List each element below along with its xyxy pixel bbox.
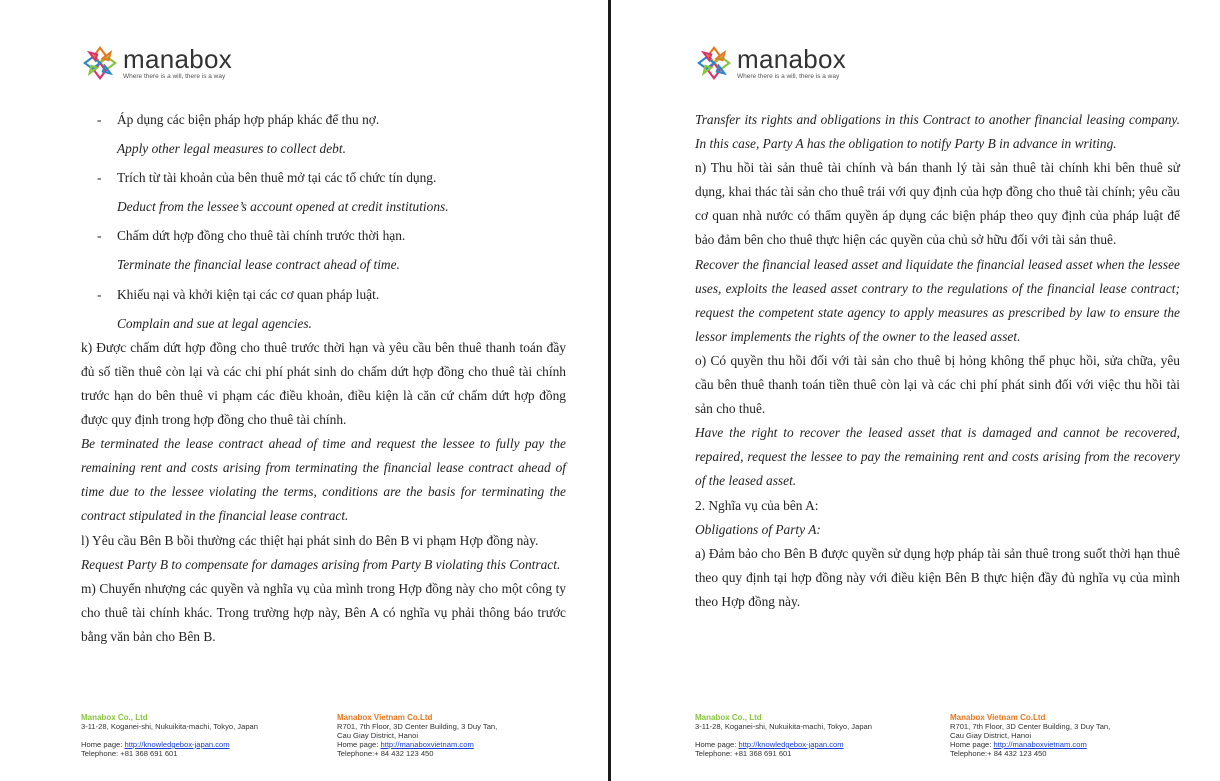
footer-vietnam-office [337, 713, 557, 758]
footer-address: 3-11-28, Koganei-shi, Nukuikita-machi, Tokyo, Japan [81, 722, 258, 731]
right-page-body [695, 108, 1180, 614]
footer-company-name: Manabox Co., Ltd [81, 713, 148, 722]
footer-phone: Telephone:+ 84 432 123 450 [950, 749, 1047, 758]
document-page-right [611, 0, 1220, 781]
footer-homepage [695, 740, 915, 749]
bullet-text-en: Terminate the financial lease contract ahead of time. [117, 257, 400, 273]
manabox-logo [695, 44, 846, 82]
footer-address-line1: R701, 7th Floor, 3D Center Building, 3 Duy Tan, [950, 722, 1111, 731]
clause-l-vi: l) Yêu cầu Bên B bồi thường các thiệt hại phát sinh do Bên B vi phạm Hợp đồng này. [81, 532, 539, 548]
footer-japan-office [695, 713, 915, 758]
section-2-heading-en: Obligations of Party A: [695, 521, 821, 537]
footer-homepage-label: Home page: [337, 740, 381, 749]
bullet-text-vi: Chấm dứt hợp đồng cho thuê tài chính trước thời hạn. [117, 228, 406, 244]
bullet-dash: - [97, 170, 102, 186]
bullet-text-en: Apply other legal measures to collect debt. [117, 141, 346, 157]
clause-o-en: Have the right to recover the leased asset that is damaged and cannot be recovered, repaired, request the lessee to pay the remaining rent and costs arising from the recovery of the leased asset. [695, 425, 1180, 489]
clause-n-vi: n) Thu hồi tài sản thuê tài chính và bán thanh lý tài sản thuê tài chính khi bên thuê sử dụng, khai thác tài sản cho thuê trái với quy định của hợp đồng cho thuê tài chính; yêu cầu cơ quan nhà nước có thẩm quyền áp dụng các biện pháp theo quy định của pháp luật để bảo đảm bên cho thuê thực hiện các quyền của chủ sở hữu đối với tài sản thuê. [695, 160, 1180, 248]
footer-homepage-label: Home page: [81, 740, 125, 749]
footer-company-name: Manabox Co., Ltd [695, 713, 762, 722]
bullet-text-vi: Trích từ tài khoản của bên thuê mở tại các tổ chức tín dụng. [117, 170, 437, 186]
footer-homepage [81, 740, 301, 749]
footer-company-name: Manabox Vietnam Co.Ltd [950, 713, 1046, 722]
footer-homepage-label: Home page: [695, 740, 739, 749]
bullet-dash: - [97, 112, 102, 127]
footer-address: 3-11-28, Koganei-shi, Nukuikita-machi, Tokyo, Japan [695, 722, 872, 731]
footer-phone: Telephone: +81 368 691 601 [81, 749, 178, 758]
clause-n-en: Recover the financial leased asset and liquidate the financial leased asset when the lessee uses, exploits the leased asset contrary to the regulations of the financial lease contract; request the competent state agency to apply measures as prescribed by law to ensure the lessor implements the rights of the owner to the leased asset. [695, 256, 1180, 344]
logo-tagline: Where there is a will, there is a way [737, 73, 840, 80]
manabox-logo-icon [695, 44, 733, 82]
clause-m-vi: m) Chuyển nhượng các quyền và nghĩa vụ của mình trong Hợp đồng này cho một công ty cho thuê tài chính khác. Trong trường hợp này, Bên A có nghĩa vụ phải thông báo trước bằng văn bản cho Bên B. [81, 580, 566, 644]
footer-homepage-link[interactable]: http://knowledgebox-japan.com [124, 740, 230, 749]
footer-homepage [337, 740, 557, 749]
bullet-text-vi: Áp dụng các biện pháp hợp pháp khác để thu nợ. [117, 112, 380, 127]
footer-address-line1: R701, 7th Floor, 3D Center Building, 3 Duy Tan, [337, 722, 498, 731]
clause-k-vi: k) Được chấm dứt hợp đồng cho thuê trước thời hạn và yêu cầu bên thuê thanh toán đầy đủ số tiền thuê còn lại và các chi phí phát sinh do chấm dứt hợp đồng cho thuê tài chính trước hạn do bên thuê vi phạm các điều khoản, điều kiện là căn cứ chấm dứt hợp đồng được quy định trong hợp đồng cho thuê tài chính. [81, 339, 566, 428]
bullet-item [81, 283, 566, 307]
footer-address-line2: Cau Giay District, Hanoi [337, 731, 419, 740]
clause-l-en: Request Party B to compensate for damages arising from Party B violating this Contract. [81, 556, 561, 572]
clause-m-en: Transfer its rights and obligations in this Contract to another financial leasing company. In this case, Party A has the obligation to notify Party B in advance in writing. [695, 112, 1180, 152]
document-page-left [0, 0, 608, 781]
bullet-text-en: Deduct from the lessee’s account opened at credit institutions. [117, 199, 449, 215]
footer-homepage-link[interactable]: http://knowledgebox-japan.com [738, 740, 844, 749]
bullet-item [81, 166, 566, 190]
footer-japan-office [81, 713, 301, 758]
footer-homepage-link[interactable]: http://manaboxvietnam.com [380, 740, 474, 749]
footer-address-line2: Cau Giay District, Hanoi [950, 731, 1032, 740]
clause-o-vi: o) Có quyền thu hồi đối với tài sản cho thuê bị hỏng không thể phục hồi, sửa chữa, yêu cầu bên thuê thanh toán tiền thuê còn lại và các chi phí phát sinh đối với việc thu hồi tài sản cho thuê. [695, 352, 1180, 417]
footer-homepage-label: Home page: [950, 740, 994, 749]
left-page-body [81, 108, 566, 649]
footer-company-name: Manabox Vietnam Co.Ltd [337, 713, 433, 722]
logo-tagline: Where there is a will, there is a way [123, 73, 226, 80]
section-2-heading-vi: 2. Nghĩa vụ của bên A: [695, 497, 819, 513]
manabox-logo [81, 44, 232, 82]
footer-homepage [950, 740, 1170, 749]
logo-wordmark: manabox [123, 44, 233, 74]
manabox-logo-icon [81, 44, 119, 82]
bullet-text-en: Complain and sue at legal agencies. [117, 315, 312, 331]
footer-vietnam-office [950, 713, 1170, 758]
bullet-item [81, 224, 566, 248]
footer-phone: Telephone: +81 368 691 601 [695, 749, 792, 758]
footer-homepage-link[interactable]: http://manaboxvietnam.com [993, 740, 1087, 749]
bullet-item [81, 108, 566, 132]
bullet-dash: - [97, 286, 102, 302]
logo-wordmark: manabox [737, 44, 847, 74]
clause-k-en: Be terminated the lease contract ahead of time and request the lessee to fully pay the remaining rent and costs arising from terminating the financial lease contract ahead of time due to the lessee violating the terms, conditions are the basis for terminating the contract stipulated in the financial lease contract. [81, 436, 566, 524]
footer-phone: Telephone:+ 84 432 123 450 [337, 749, 434, 758]
bullet-dash: - [97, 228, 102, 244]
clause-a-vi: a) Đảm bảo cho Bên B được quyền sử dụng hợp pháp tài sản thuê trong suốt thời hạn thuê theo quy định tại hợp đồng này với điều kiện Bên B thực hiện đầy đủ nghĩa vụ của mình theo Hợp đồng này. [695, 545, 1180, 609]
bullet-text-vi: Khiếu nại và khởi kiện tại các cơ quan pháp luật. [117, 286, 380, 302]
